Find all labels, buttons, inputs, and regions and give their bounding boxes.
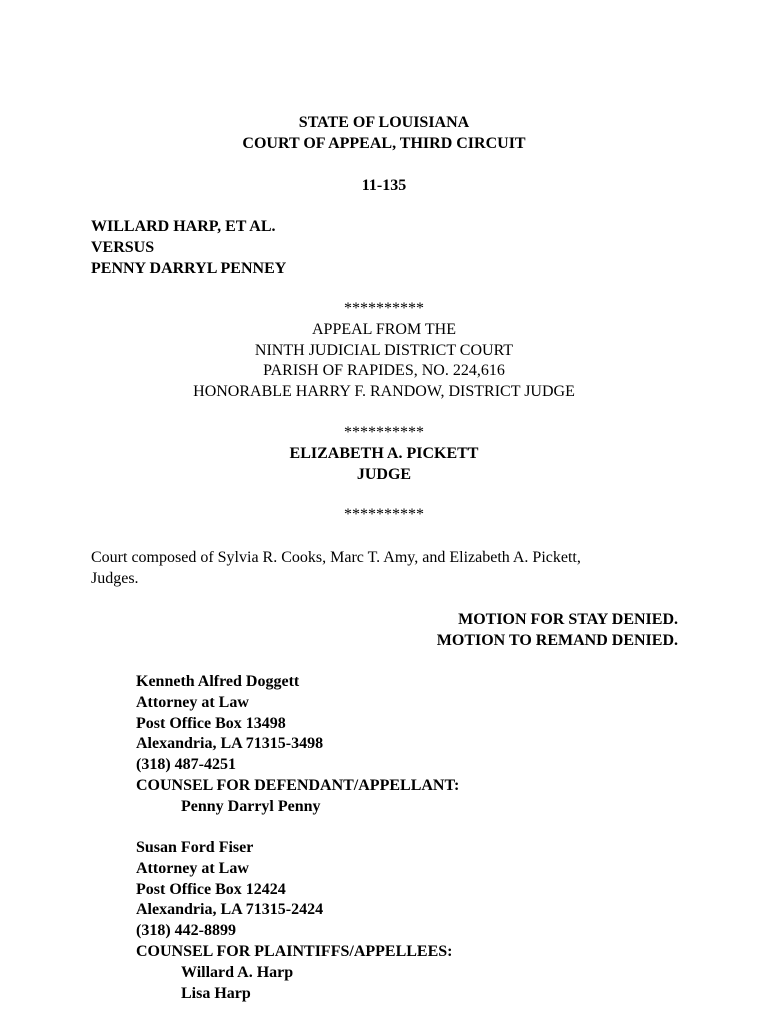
attorney-city: Alexandria, LA 71315-2424 (136, 901, 324, 919)
defendant-name: PENNY DARRYL PENNEY (91, 259, 287, 277)
client-name: Willard A. Harp (181, 963, 294, 981)
attorney-city: Alexandria, LA 71315-3498 (136, 735, 324, 753)
authoring-judge (0, 444, 768, 486)
client-name: Lisa Harp (181, 984, 251, 1002)
case-caption (91, 217, 286, 279)
attorney-name: Susan Ford Fiser (136, 839, 254, 856)
attorney-phone: (318) 487-4251 (136, 756, 236, 774)
attorney-name: Kenneth Alfred Doggett (136, 673, 300, 690)
plaintiff-name: WILLARD HARP, ET AL. (91, 218, 276, 235)
counsel-role: COUNSEL FOR PLAINTIFFS/APPELLEES: (136, 942, 453, 960)
docket-number: 11-135 (361, 177, 407, 194)
parish-number: PARISH OF RAPIDES, NO. 224,616 (263, 362, 505, 380)
counsel-block (136, 672, 459, 818)
court-name: COURT OF APPEAL, THIRD CIRCUIT (242, 134, 526, 152)
attorney-title: Attorney at Law (136, 693, 249, 711)
appeal-line: APPEAL FROM THE (311, 320, 457, 338)
attorney-address: Post Office Box 12424 (136, 880, 286, 898)
judge-title: JUDGE (356, 465, 412, 483)
separator: ********** (344, 424, 424, 441)
ruling-remand: MOTION TO REMAND DENIED. (436, 631, 678, 649)
separator: ********** (344, 506, 424, 523)
attorney-phone: (318) 442-8899 (136, 922, 236, 940)
state-name: STATE OF LOUISIANA (298, 114, 470, 131)
counsel-block (136, 838, 453, 1004)
panel-composition: Court composed of Sylvia R. Cooks, Marc T. Amy, and Elizabeth A. Pickett, Judges. (91, 549, 581, 587)
separator: ********** (344, 300, 424, 317)
rulings (437, 610, 678, 652)
attorney-title: Attorney at Law (136, 859, 249, 877)
ruling-stay: MOTION FOR STAY DENIED. (458, 611, 678, 628)
judge-name: ELIZABETH A. PICKETT (289, 445, 479, 462)
court-header (0, 113, 768, 155)
client-name: Penny Darryl Penny (181, 797, 321, 815)
trial-court: NINTH JUDICIAL DISTRICT COURT (254, 341, 514, 359)
trial-judge: HONORABLE HARRY F. RANDOW, DISTRICT JUDGE (193, 383, 575, 401)
counsel-role: COUNSEL FOR DEFENDANT/APPELLANT: (136, 776, 460, 794)
appeal-block (0, 299, 768, 403)
attorney-address: Post Office Box 13498 (136, 714, 286, 732)
versus-label: VERSUS (91, 238, 155, 256)
